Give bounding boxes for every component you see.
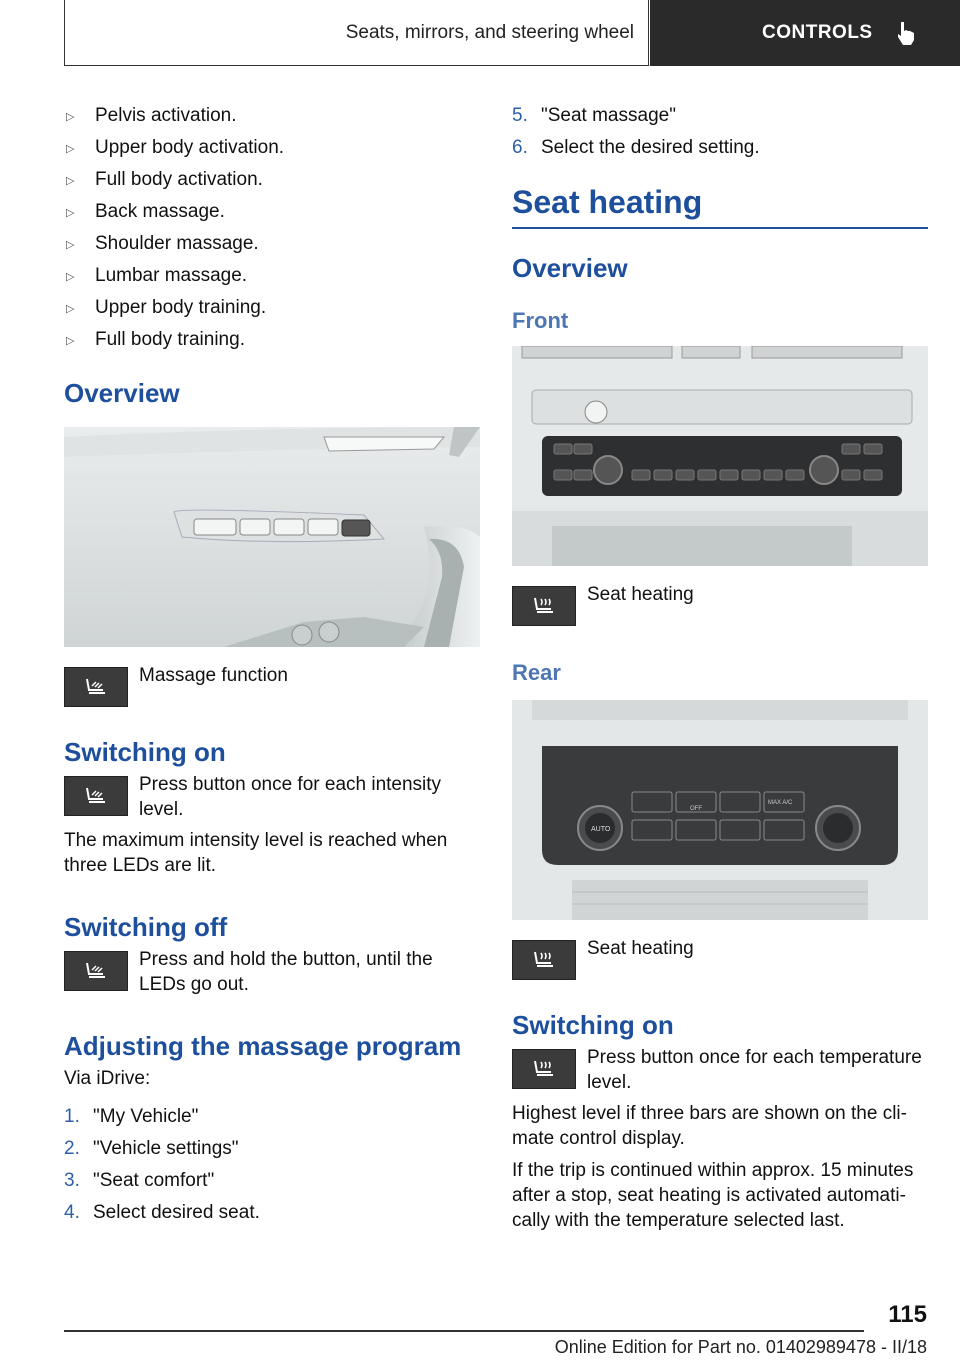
switching-off-heading: Switching off	[64, 912, 228, 942]
via-idrive: Via iDrive:	[64, 1068, 151, 1089]
edition-note: Online Edition for Part no. 01402989478 - II/18	[554, 1337, 927, 1357]
triangle-bullet-icon: ▷	[66, 174, 75, 187]
page-number: 115	[888, 1301, 927, 1328]
triangle-bullet-icon: ▷	[66, 334, 75, 347]
rear-off-label: OFF	[690, 806, 702, 812]
intensity-note: The maximum intensity level is reached when three LEDs are lit.	[64, 830, 448, 876]
triangle-bullet-icon: ▷	[66, 206, 75, 219]
list-item: 2. "Vehicle settings"	[64, 1138, 239, 1159]
chapter-tab	[650, 0, 960, 66]
rear-climate-panel-image	[512, 700, 928, 920]
overview-heading: Overview	[64, 378, 180, 408]
massage-caption: Massage function	[139, 665, 288, 686]
triangle-bullet-icon: ▷	[66, 238, 75, 251]
overview-heading: Overview	[512, 253, 628, 283]
front-caption: Seat heating	[587, 584, 694, 605]
list-item: 1. "My Vehicle"	[64, 1106, 199, 1127]
rear-max-label: MAX A/C	[768, 800, 793, 806]
massage-button-icon	[64, 776, 128, 816]
triangle-bullet-icon: ▷	[66, 110, 75, 123]
rear-auto-label: AUTO	[591, 826, 611, 833]
switching-off-instruction: Press and hold the button, until the LEDs go out.	[139, 949, 433, 995]
adjust-program-heading: Adjusting the massage program	[64, 1031, 462, 1061]
list-item: 5. "Seat massage"	[512, 105, 676, 126]
switching-on-heading: Switching on	[64, 737, 226, 767]
switching-on-row	[64, 772, 480, 822]
highest-level-note: Highest level if three bars are shown on the cli-mate control display.	[512, 1103, 907, 1149]
right-column	[512, 100, 928, 1233]
section-title: Seats, mirrors, and steering wheel	[345, 21, 634, 43]
massage-function-legend	[64, 667, 480, 707]
seat-heating-icon	[512, 1049, 576, 1089]
idrive-steps-continued	[512, 100, 928, 164]
list-item: 3. "Seat comfort"	[64, 1170, 215, 1191]
switching-on-instruction: Press button once for each temperature level.	[587, 1047, 922, 1093]
seat-heating-heading: Seat heating	[512, 184, 703, 220]
list-item: ▷ Full body training.	[66, 329, 245, 350]
massage-button-icon	[64, 951, 128, 991]
list-item: ▷ Shoulder massage.	[66, 233, 259, 254]
seat-heating-icon	[512, 586, 576, 626]
list-item: ▷ Upper body training.	[66, 297, 267, 318]
heading-rule	[512, 227, 928, 229]
list-item: ▷ Pelvis activation.	[66, 105, 237, 126]
front-panel-illustration	[512, 346, 928, 566]
list-item: ▷ Lumbar massage.	[66, 265, 248, 286]
chapter-title: CONTROLS	[762, 22, 873, 43]
massage-button-icon	[64, 667, 128, 707]
switching-on-heading: Switching on	[512, 1010, 674, 1040]
rear-seat-heating-legend	[512, 940, 928, 980]
list-item: ▷ Full body activation.	[66, 169, 263, 190]
list-item: ▷ Back massage.	[66, 201, 225, 222]
switching-on-instruction: Press button once for each intensity level.	[139, 774, 442, 820]
rear-caption: Seat heating	[587, 938, 694, 959]
switching-off-row	[64, 947, 480, 997]
section-title-box	[64, 0, 649, 66]
footer-rule	[64, 1330, 864, 1332]
seat-heating-icon	[512, 940, 576, 980]
idrive-steps	[64, 1101, 480, 1229]
front-heading: Front	[512, 308, 569, 333]
front-seat-heating-legend	[512, 586, 928, 626]
rear-panel-illustration	[512, 700, 928, 920]
door-illustration	[64, 427, 480, 647]
triangle-bullet-icon: ▷	[66, 142, 75, 155]
triangle-bullet-icon: ▷	[66, 270, 75, 283]
pointing-hand-icon	[895, 20, 917, 46]
list-item: 4. Select desired seat.	[64, 1202, 260, 1223]
massage-program-list	[64, 100, 480, 356]
page-header	[0, 0, 960, 66]
left-column	[64, 100, 480, 1229]
list-item: ▷ Upper body activation.	[66, 137, 285, 158]
rear-heading: Rear	[512, 660, 561, 685]
front-climate-panel-image	[512, 346, 928, 566]
auto-activation-note: If the trip is continued within approx. 15 minutes after a stop, seat heating is activated automati-cally with the temperature selected last.	[512, 1160, 914, 1231]
door-panel-image	[64, 427, 480, 647]
list-item: 6. Select the desired setting.	[512, 137, 760, 158]
switching-on-row	[512, 1045, 928, 1095]
triangle-bullet-icon: ▷	[66, 302, 75, 315]
